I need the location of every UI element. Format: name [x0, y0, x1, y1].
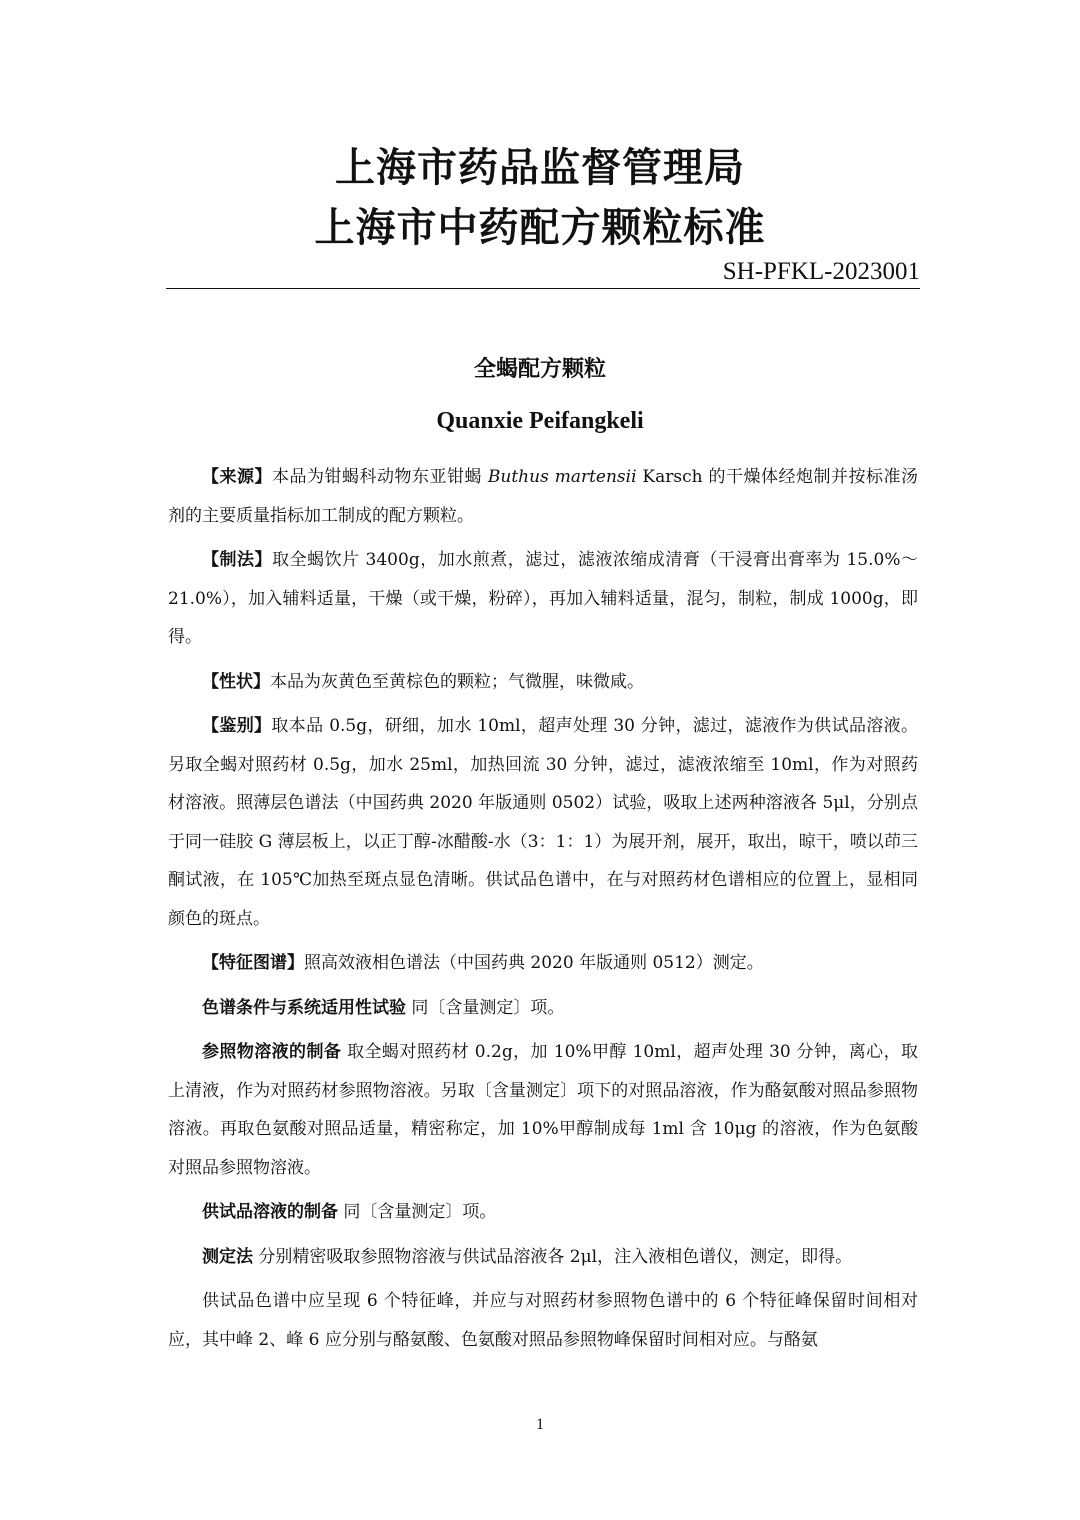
character-text: 本品为灰黄色至黄棕色的颗粒；气微腥，味微咸。 [270, 671, 644, 692]
source-text-2: Karsch 的干燥体经炮制并按标准汤剂的主要质量指标加工制成的配方颗粒。 [168, 467, 918, 526]
heading-fingerprint: 【特征图谱】 [202, 953, 304, 973]
document-title: 全蝎配方颗粒 [473, 357, 606, 382]
paragraph-method [168, 541, 918, 657]
fingerprint-text: 照高效液相色谱法（中国药典 2020 年版通则 0512）测定。 [304, 953, 764, 973]
paragraph-reference-prep [168, 1033, 918, 1187]
latin-name: Buthus martensii [487, 467, 637, 487]
assay-text: 分别精密吸取参照物溶液与供试品溶液各 2μl，注入液相色谱仪，测定，即得。 [253, 1246, 853, 1267]
standard-code: SH-PFKL-2023001 [722, 258, 920, 285]
paragraph-assay [168, 1238, 918, 1277]
heading-chrom-conditions: 色谱条件与系统适用性试验 [202, 997, 406, 1018]
header-divider [166, 288, 920, 289]
heading-source: 【来源】 [202, 467, 272, 487]
page-number: 1 [536, 1416, 544, 1433]
heading-character: 【性状】 [202, 671, 270, 692]
heading-method: 【制法】 [202, 550, 273, 570]
peaks-text: 供试品色谱中应呈现 6 个特征峰，并应与对照药材参照物色谱中的 6 个特征峰保留时间相对应，其中峰 2、峰 6 应分别与酪氨酸、色氨酸对照品参照物峰保留时间相对应。与酪氨 [168, 1291, 918, 1350]
paragraph-chrom-conditions [168, 989, 918, 1028]
document-title-english: Quanxie Peifangkeli [436, 408, 644, 434]
paragraph-peaks [168, 1282, 918, 1359]
agency-title: 上海市药品监督管理局 [335, 145, 745, 191]
standard-title: 上海市中药配方颗粒标准 [314, 205, 766, 251]
source-text-1: 本品为钳蝎科动物东亚钳蝎 [272, 467, 488, 487]
document-body [168, 458, 918, 1365]
paragraph-character [168, 663, 918, 702]
sample-prep-text: 同〔含量测定〕项。 [338, 1202, 497, 1222]
heading-identification: 【鉴别】 [202, 716, 272, 736]
paragraph-sample-prep [168, 1193, 918, 1232]
method-text: 取全蝎饮片 3400g，加水煎煮，滤过，滤液浓缩成清膏（干浸膏出膏率为 15.0%～21.0%），加入辅料适量，干燥（或干燥，粉碎），再加入辅料适量，混匀，制粒，制成 1000g，即得。 [168, 550, 918, 647]
paragraph-identification [168, 707, 918, 938]
paragraph-source [168, 458, 918, 535]
heading-assay: 测定法 [202, 1246, 253, 1267]
identification-text: 取本品 0.5g，研细，加水 10ml，超声处理 30 分钟，滤过，滤液作为供试品溶液。另取全蝎对照药材 0.5g，加水 25ml，加热回流 30 分钟，滤过，滤液浓缩至 10ml，作为对照药材溶液。照薄层色谱法（中国药典 2020 年版通则 0502）试验，吸取上述两种溶液各 5μl，分别点于同一硅胶 G 薄层板上，以正丁醇-冰醋酸-水（3：1：1）为展开剂，展开，取出，晾干，喷以茚三酮试液，在 105℃加热至斑点显色清晰。供试品色谱中，在与对照药材色谱相应的位置上，显相同颜色的斑点。 [168, 716, 919, 929]
chrom-conditions-text: 同〔含量测定〕项。 [406, 997, 565, 1018]
paragraph-fingerprint [168, 944, 918, 983]
heading-sample-prep: 供试品溶液的制备 [202, 1202, 338, 1222]
reference-prep-text: 取全蝎对照药材 0.2g，加 10%甲醇 10ml，超声处理 30 分钟，离心，取上清液，作为对照药材参照物溶液。另取〔含量测定〕项下的对照品溶液，作为酪氨酸对照品参照物溶液。再取色氨酸对照品适量，精密称定，加 10%甲醇制成每 1ml 含 10μg 的溶液，作为色氨酸对照品参照物溶液。 [168, 1042, 918, 1178]
heading-reference-prep: 参照物溶液的制备 [202, 1042, 342, 1062]
